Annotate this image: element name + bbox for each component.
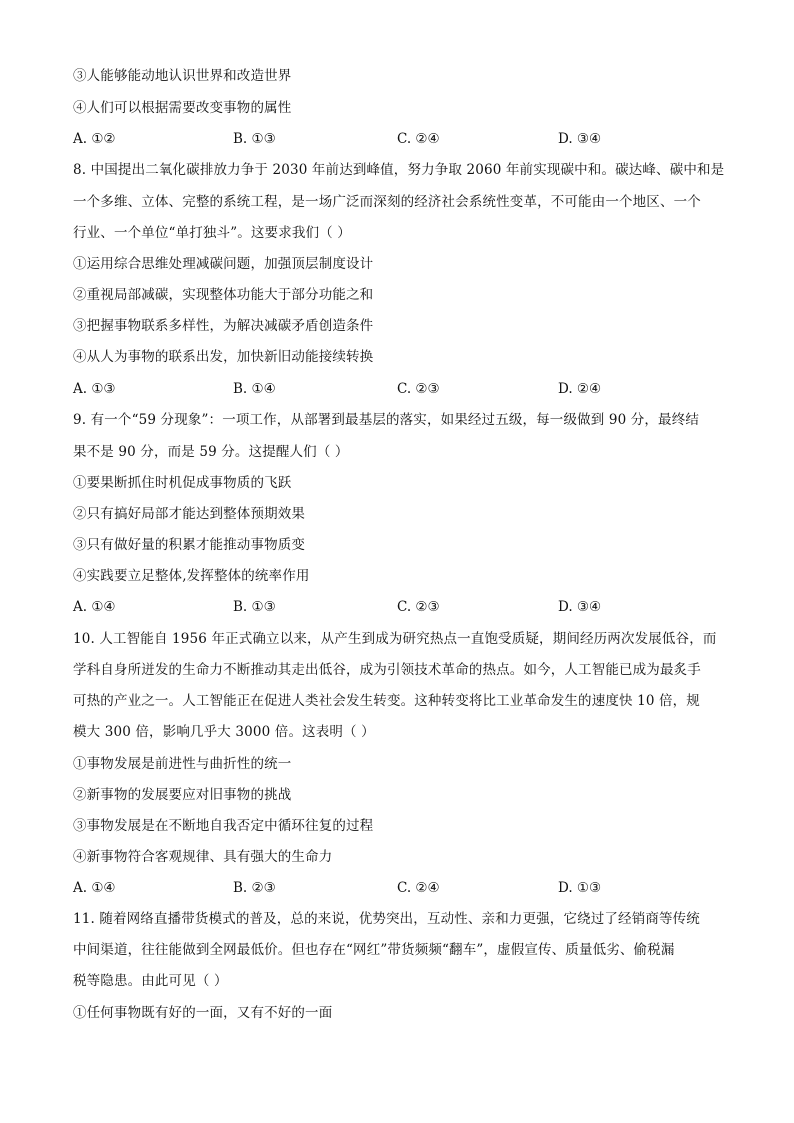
q7-choice-d: D. ③④ (558, 131, 602, 147)
q9-choice-b: B. ①③ (233, 599, 276, 615)
q7-choice-a: A. ①② (73, 131, 116, 147)
q11-stem-line-1: 11. 随着网络直播带货模式的普及，总的来说，优势突出，互动性、亲和力更强，它绕过了经销商等传统 (73, 911, 700, 927)
q10-stem-line-2: 学科自身所迸发的生命力不断推动其走出低谷，成为引领技术革命的热点。如今，人工智能已成为最炙手 (73, 662, 701, 678)
q7-choice-b: B. ①③ (233, 131, 276, 147)
q11-stem-line-3: 税等隐患。由此可见（ ） (73, 973, 228, 989)
q7-choice-c: C. ②④ (397, 131, 440, 147)
q7-option-3: ③人能够能动地认识世界和改造世界 (73, 68, 292, 84)
q8-option-1: ①运用综合思维处理减碳问题，加强顶层制度设计 (73, 256, 374, 272)
q10-choice-d: D. ①③ (558, 880, 602, 896)
q8-stem-line-1: 8. 中国提出二氧化碳排放力争于 2030 年前达到峰值，努力争取 2060 年前实现碳中和。碳达峰、碳中和是 (73, 162, 725, 178)
q10-choice-a: A. ①④ (73, 880, 116, 896)
q9-option-2: ②只有搞好局部才能达到整体预期效果 (73, 506, 306, 522)
q8-option-4: ④从人为事物的联系出发，加快新旧动能接续转换 (73, 349, 374, 365)
q10-choice-c: C. ②④ (397, 880, 440, 896)
q10-stem-line-1: 10. 人工智能自 1956 年正式确立以来，从产生到成为研究热点一直饱受质疑，期间经历两次发展低谷，而 (73, 631, 717, 647)
q9-choice-a: A. ①④ (73, 599, 116, 615)
q10-option-3: ③事物发展是在不断地自我否定中循环往复的过程 (73, 818, 374, 834)
q8-stem-line-2: 一个多维、立体、完整的系统工程，是一场广泛而深刻的经济社会系统性变革，不可能由一个地区、一个 (73, 194, 701, 210)
q8-option-2: ②重视局部减碳，实现整体功能大于部分功能之和 (73, 287, 374, 303)
q8-stem-line-3: 行业、一个单位“单打独斗”。这要求我们（ ） (73, 225, 351, 241)
q10-choice-b: B. ②③ (233, 880, 276, 896)
q11-stem-line-2: 中间渠道，往往能做到全网最低价。但也存在“网红”带货频频“翻车”，虚假宣传、质量低劣、偷税漏 (73, 942, 675, 958)
q9-choice-d: D. ③④ (558, 599, 602, 615)
q9-stem-line-1: 9. 有一个“59 分现象”：一项工作，从部署到最基层的落实，如果经过五级，每一级做到 90 分，最终结 (73, 412, 700, 428)
q9-option-3: ③只有做好量的积累才能推动事物质变 (73, 537, 306, 553)
q10-option-2: ②新事物的发展要应对旧事物的挑战 (73, 787, 292, 803)
q10-option-1: ①事物发展是前进性与曲折性的统一 (73, 756, 292, 772)
q8-choice-d: D. ②④ (558, 381, 602, 397)
q10-stem-line-4: 模大 300 倍，影响几乎大 3000 倍。这表明（ ） (73, 724, 375, 740)
q9-choice-c: C. ②③ (397, 599, 440, 615)
q9-option-4: ④实践要立足整体,发挥整体的统率作用 (73, 568, 310, 584)
q7-option-4: ④人们可以根据需要改变事物的属性 (73, 100, 292, 116)
q10-stem-line-3: 可热的产业之一。人工智能正在促进人类社会发生转变。这种转变将比工业革命发生的速度快 10 倍，规 (73, 693, 700, 709)
q9-stem-line-2: 果不是 90 分，而是 59 分。这提醒人们（ ） (73, 444, 349, 460)
q8-choice-a: A. ①③ (73, 381, 116, 397)
q8-choice-c: C. ②③ (397, 381, 440, 397)
q9-option-1: ①要果断抓住时机促成事物质的飞跃 (73, 475, 292, 491)
q8-choice-b: B. ①④ (233, 381, 276, 397)
q10-option-4: ④新事物符合客观规律、具有强大的生命力 (73, 849, 333, 865)
q11-option-1: ①任何事物既有好的一面，又有不好的一面 (73, 1005, 333, 1021)
q8-option-3: ③把握事物联系多样性，为解决减碳矛盾创造条件 (73, 318, 374, 334)
